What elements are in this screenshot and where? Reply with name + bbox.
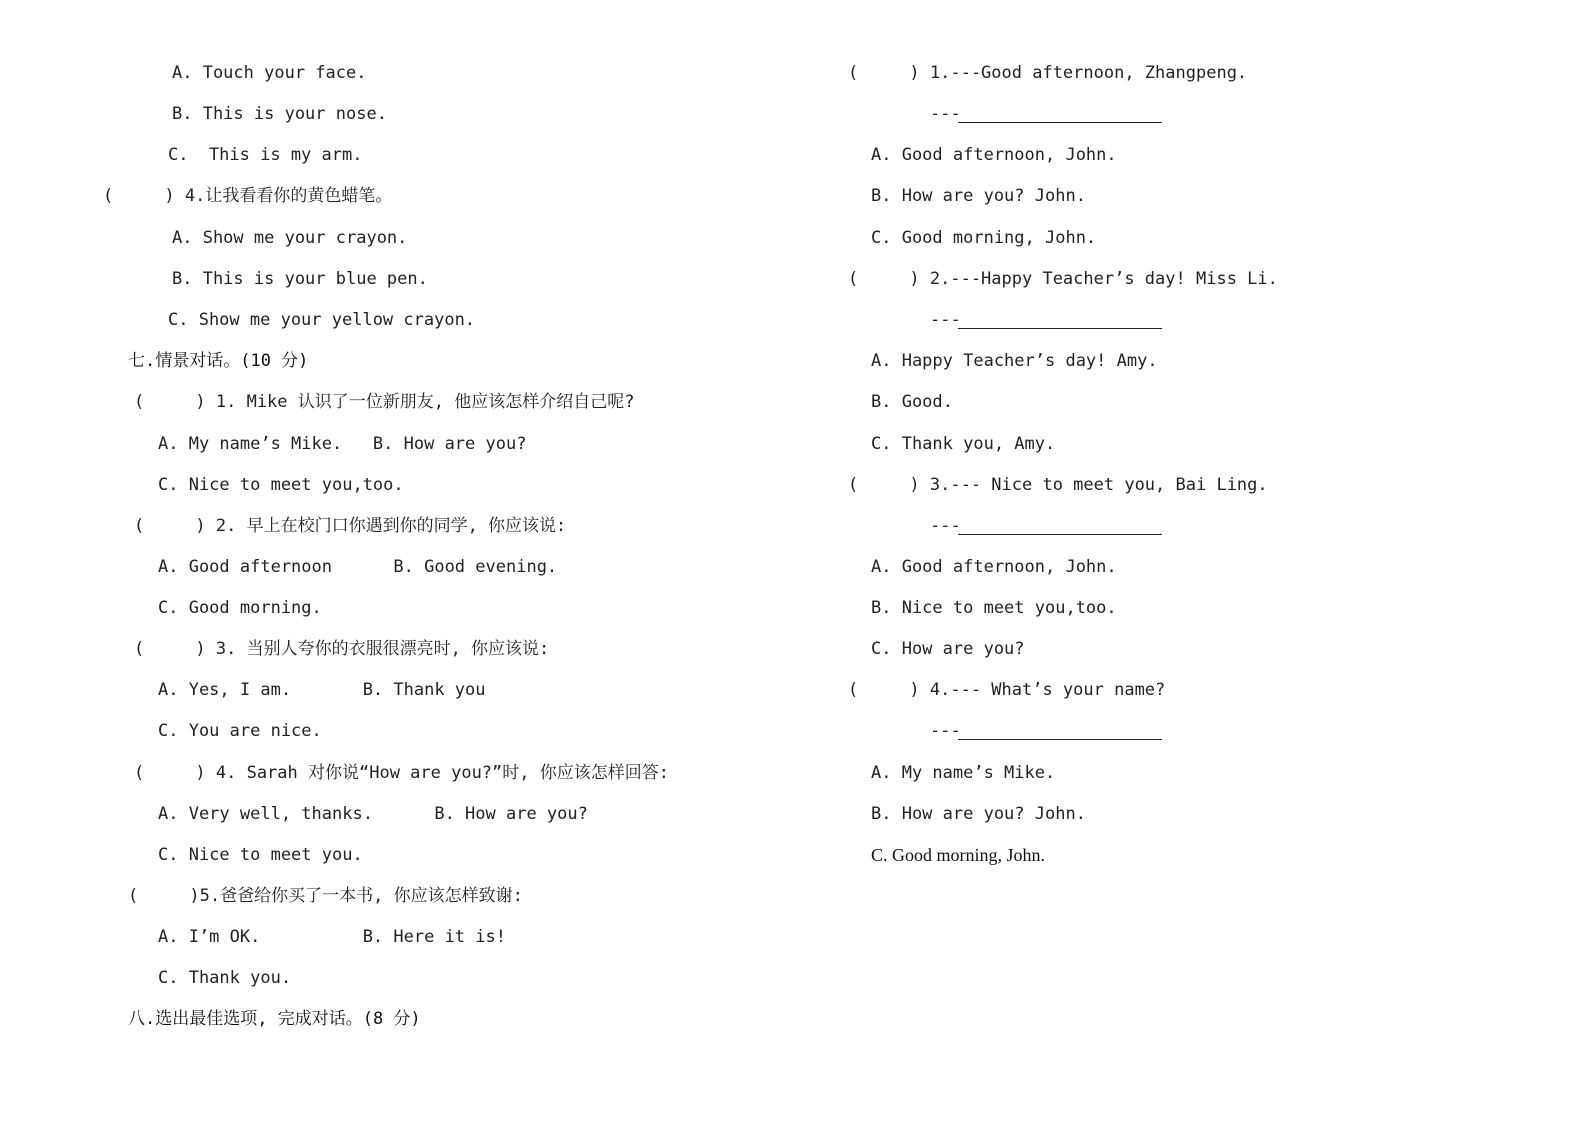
option-c: C. Thank you, Amy. [871, 434, 1056, 454]
option-c: C. Thank you. [158, 968, 292, 988]
answer-blank[interactable] [958, 739, 1162, 740]
option-a: A. Touch your face. [172, 63, 367, 83]
option-c: C. Nice to meet you,too. [158, 475, 404, 495]
question-prompt: ( ) 1.---Good afternoon, Zhangpeng. [848, 63, 1248, 83]
answer-prefix: --- [930, 104, 961, 124]
question-prompt: ( ) 1. Mike 认识了一位新朋友, 他应该怎样介绍自己呢? [134, 392, 635, 412]
option-b: B. How are you? John. [871, 804, 1086, 824]
option-b: B. This is your nose. [172, 104, 387, 124]
option-a: A. Good afternoon, John. [871, 557, 1117, 577]
question-prompt: ( ) 3.--- Nice to meet you, Bai Ling. [848, 475, 1268, 495]
section-title: 七.情景对话。(10 分) [128, 351, 309, 371]
question-prompt: ( ) 3. 当别人夸你的衣服很漂亮时, 你应该说: [134, 639, 550, 659]
option-c: C. Nice to meet you. [158, 845, 363, 865]
answer-blank[interactable] [958, 122, 1162, 123]
option-c: C. Show me your yellow crayon. [168, 310, 476, 330]
option-c: C. You are nice. [158, 721, 322, 741]
option-c: C. Good morning. [158, 598, 322, 618]
option-a: A. Good afternoon, John. [871, 145, 1117, 165]
option-c: C. How are you? [871, 639, 1025, 659]
question-prompt: ( ) 4. Sarah 对你说“How are you?”时, 你应该怎样回答: [134, 763, 669, 783]
option-c: C. Good morning, John. [871, 845, 1046, 865]
answer-prefix: --- [930, 721, 961, 741]
question-prompt: ( ) 4.--- What’s your name? [848, 680, 1166, 700]
answer-blank[interactable] [958, 328, 1162, 329]
question-prompt: ( ) 2.---Happy Teacher’s day! Miss Li. [848, 269, 1278, 289]
question-prompt: ( ) 4.让我看看你的黄色蜡笔。 [103, 186, 393, 206]
section-title: 八.选出最佳选项, 完成对话。(8 分) [128, 1009, 421, 1029]
answer-prefix: --- [930, 516, 961, 536]
option-b: B. Good. [871, 392, 953, 412]
option-a: A. Happy Teacher’s day! Amy. [871, 351, 1158, 371]
question-prompt: ( ) 2. 早上在校门口你遇到你的同学, 你应该说: [134, 516, 567, 536]
answer-prefix: --- [930, 310, 961, 330]
option-c: C. This is my arm. [168, 145, 363, 165]
option-ab: A. Very well, thanks. B. How are you? [158, 804, 588, 824]
option-ab: A. Good afternoon B. Good evening. [158, 557, 558, 577]
answer-blank[interactable] [958, 534, 1162, 535]
question-prompt: ( )5.爸爸给你买了一本书, 你应该怎样致谢: [128, 886, 523, 906]
option-ab: A. Yes, I am. B. Thank you [158, 680, 486, 700]
option-ab: A. I’m OK. B. Here it is! [158, 927, 506, 947]
option-b: B. Nice to meet you,too. [871, 598, 1117, 618]
option-b: B. This is your blue pen. [172, 269, 428, 289]
option-a: A. Show me your crayon. [172, 228, 408, 248]
option-a: A. My name’s Mike. [871, 763, 1056, 783]
option-ab: A. My name’s Mike. B. How are you? [158, 434, 527, 454]
option-b: B. How are you? John. [871, 186, 1086, 206]
option-c: C. Good morning, John. [871, 228, 1097, 248]
